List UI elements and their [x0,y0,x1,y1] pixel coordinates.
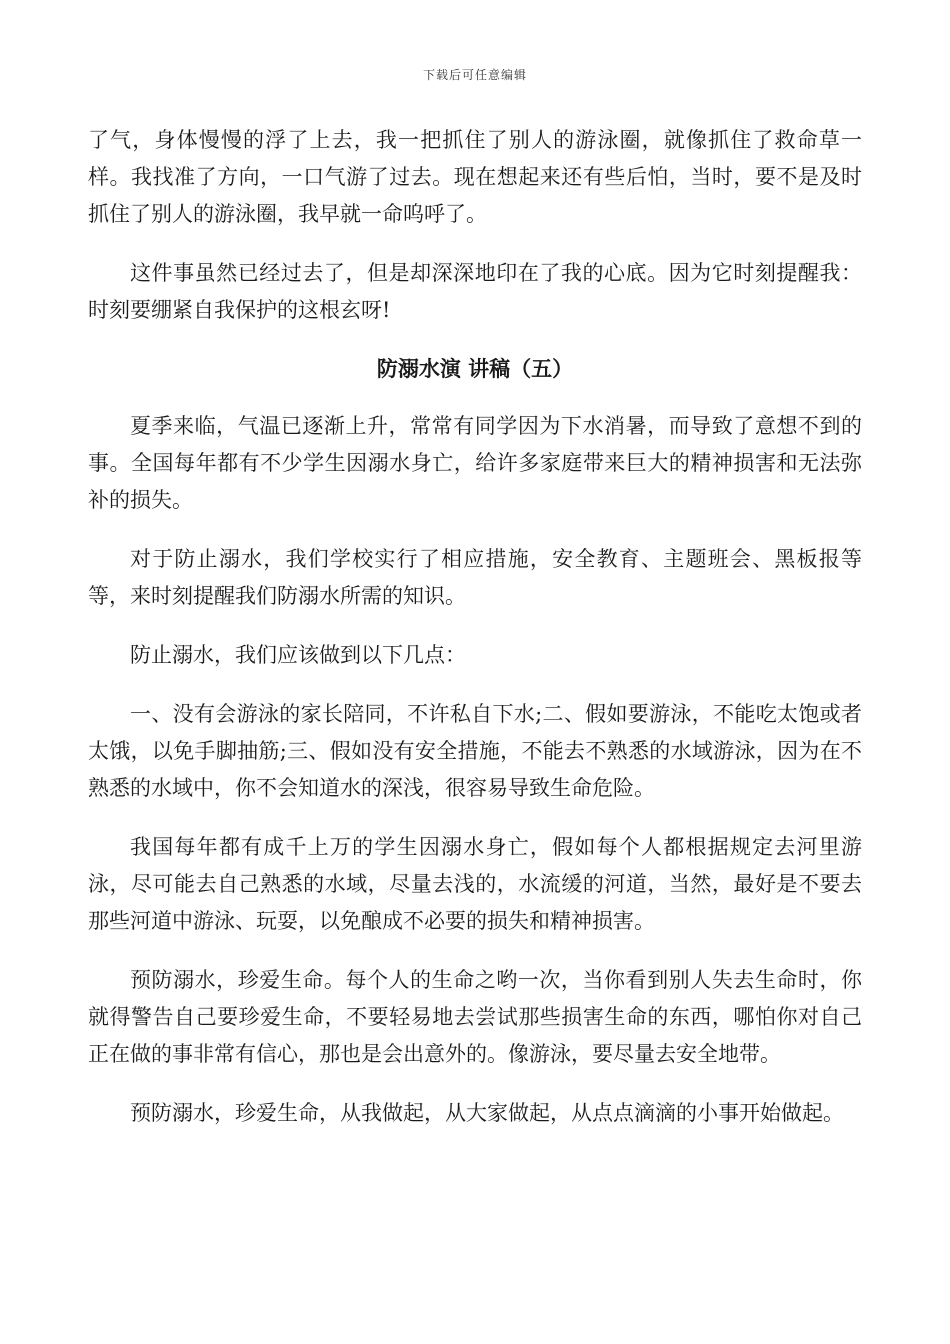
paragraph-points-intro: 防止溺水，我们应该做到以下几点： [130,643,466,667]
paragraph-summer-intro: 夏季来临，气温已逐渐上升，常常有同学因为下水消暑，而导致了意想不到的事。全国每年都有不少学生因溺水身亡，给许多家庭带来巨大的精神损害和无法弥补的损失。 [88,414,862,512]
paragraph-reflection: 这件事虽然已经过去了，但是却深深地印在了我的心底。因为它时刻提醒我：时刻要绷紧自我保护的这根玄呀! [88,261,862,322]
paragraph-continuation: 了气，身体慢慢的浮了上去，我一把抓住了别人的游泳圈，就像抓住了救命草一样。我找准了方向，一口气游了过去。现在想起来还有些后怕，当时，要不是及时抓住了别人的游泳圈，我早就一命呜呼了。 [88,128,862,226]
paragraph-school-measures: 对于防止溺水，我们学校实行了相应措施，安全教育、主题班会、黑板报等等，来时刻提醒我们防溺水所需的知识。 [88,547,862,608]
header-note: 下载后可任意编辑 [422,68,527,82]
paragraph-rules: 一、没有会游泳的家长陪同，不许私自下水;二、假如要游泳，不能吃太饱或者太饿，以免手脚抽筋;三、假如没有安全措施，不能去不熟悉的水域游泳，因为在不熟悉的水域中，你不会知道水的深浅，很容易导致生命危险。 [88,702,862,800]
document-body [88,122,862,1154]
paragraph-conclusion: 预防溺水，珍爱生命，从我做起，从大家做起，从点点滴滴的小事开始做起。 [130,1101,844,1125]
paragraph-statistics: 我国每年都有成千上万的学生因溺水身亡，假如每个人都根据规定去河里游泳，尽可能去自己熟悉的水域，尽量去浅的，水流缓的河道，当然，最好是不要去那些河道中游泳、玩耍，以免酿成不必要的损失和精神损害。 [88,835,862,933]
section-title: 防溺水演 讲稿（五） [376,357,574,381]
paragraph-cherish-life: 预防溺水，珍爱生命。每个人的生命之哟一次，当你看到别人失去生命时，你就得警告自己要珍爱生命，不要轻易地去尝试那些损害生命的东西，哪怕你对自己正在做的事非常有信心，那也是会出意外的。像游泳，要尽量去安全地带。 [88,968,862,1066]
